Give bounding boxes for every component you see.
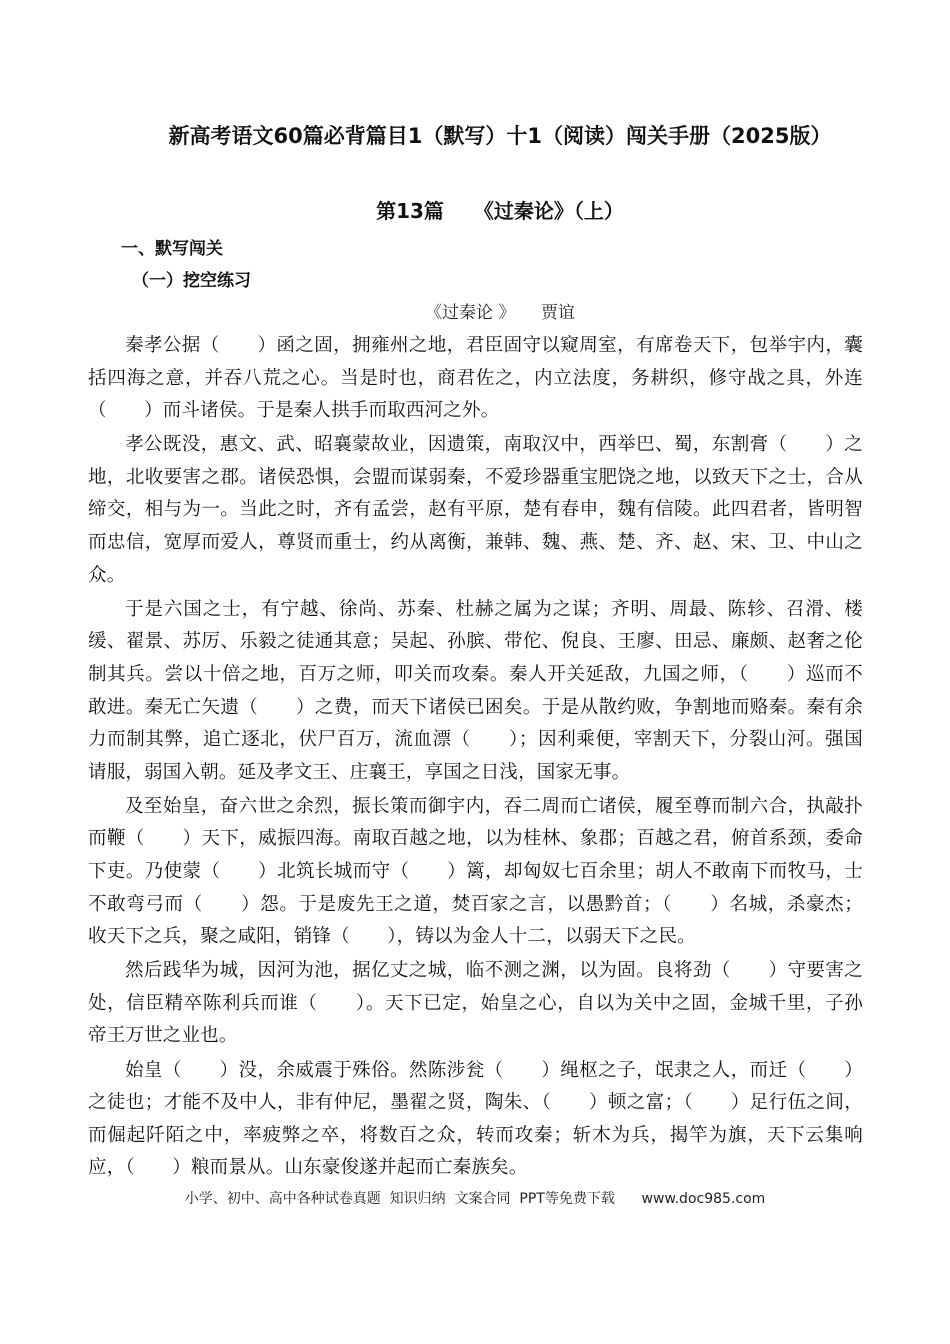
subsection-heading: （一）挖空练习 bbox=[132, 271, 251, 291]
page-footer: 小学、初中、高中各种试卷真题 知识归纳 文案合同 PPT等免费下载 www.doc985.com bbox=[184, 1191, 766, 1207]
essay-body bbox=[88, 330, 863, 1186]
paragraph-3: 于是六国之士，有宁越、徐尚、苏秦、杜赫之属为之谋；齐明、周最、陈轸、召滑、楼缓、翟景、苏厉、乐毅之徒通其意；吴起、孙膑、带佗、倪良、王廖、田忌、廉颇、赵奢之伦制其兵。尝以十倍之地，百万之师，叩关而攻秦。秦人开关延敌，九国之师，（ ）巡而不敢进。秦无亡矢遗（ ）之费，而天下诸侯已困矣。于是从散约败，争割地而赂秦。秦有余力而制其弊，追亡逐北，伏尸百万，流血漂（ ）；因利乘便，宰割天下，分裂山河。强国请服，弱国入朝。延及孝文王、庄襄王，享国之日浅，国家无事。 bbox=[88, 598, 863, 783]
essay-title-author: 《过秦论 》 贾谊 bbox=[425, 303, 575, 323]
paragraph-1: 秦孝公据（ ）函之固，拥雍州之地，君臣固守以窥周室，有席卷天下，包举宇内，囊括四海之意，并吞八荒之心。当是时也，商君佐之，内立法度，务耕织，修守战之具，外连（ ）而斗诸侯。于是秦人拱手而取西河之外。 bbox=[88, 335, 863, 422]
paragraph-6: 始皇（ ）没，余威震于殊俗。然陈涉瓮（ ）绳枢之子，氓隶之人，而迁（ ）之徒也；才能不及中人，非有仲尼，墨翟之贤，陶朱、（ ）顿之富；（ ）足行伍之间，而倔起阡陌之中，率疲弊之卒，将数百之众，转而攻秦；斩木为兵，揭竿为旗，天下云集响应，（ ）粮而景从。山东豪俊遂并起而亡秦族矣。 bbox=[88, 1059, 863, 1179]
paragraph-2: 孝公既没，惠文、武、昭襄蒙故业，因遗策，南取汉中，西举巴、蜀，东割膏（ ）之地，北收要害之郡。诸侯恐惧，会盟而谋弱秦，不爱珍器重宝肥饶之地，以致天下之士，合从缔交，相与为一。当此之时，齐有孟尝，赵有平原，楚有春申，魏有信陵。此四君者，皆明智而忠信，宽厚而爱人，尊贤而重士，约从离衡，兼韩、魏、燕、楚、齐、赵、宋、卫、中山之众。 bbox=[88, 434, 863, 586]
section-heading: 一、默写闯关 bbox=[121, 239, 223, 259]
chapter-subtitle: 第13篇 《过秦论》（上） bbox=[376, 199, 624, 223]
paragraph-4: 及至始皇，奋六世之余烈，振长策而御宇内，吞二周而亡诸侯，履至尊而制六合，执敲扑而鞭（ ）天下，威振四海。南取百越之地，以为桂林、象郡；百越之君，俯首系颈，委命下吏。乃使蒙（ ）北筑长城而守（ ）篱，却匈奴七百余里；胡人不敢南下而牧马，士不敢弯弓而（ ）怨。于是废先王之道，焚百家之言，以愚黔首；（ ）名城，杀豪杰；收天下之兵，聚之咸阳，销锋（ ），铸以为金人十二，以弱天下之民。 bbox=[88, 795, 863, 948]
paragraph-5: 然后践华为城，因河为池，据亿丈之城，临不测之渊，以为固。良将劲（ ）守要害之处，信臣精卒陈利兵而谁（ ）。天下已定，始皇之心，自以为关中之固，金城千里，子孙帝王万世之业也。 bbox=[88, 960, 863, 1047]
document-title: 新高考语文60篇必背篇目1（默写）十1（阅读）闯关手册（2025版） bbox=[168, 124, 832, 148]
